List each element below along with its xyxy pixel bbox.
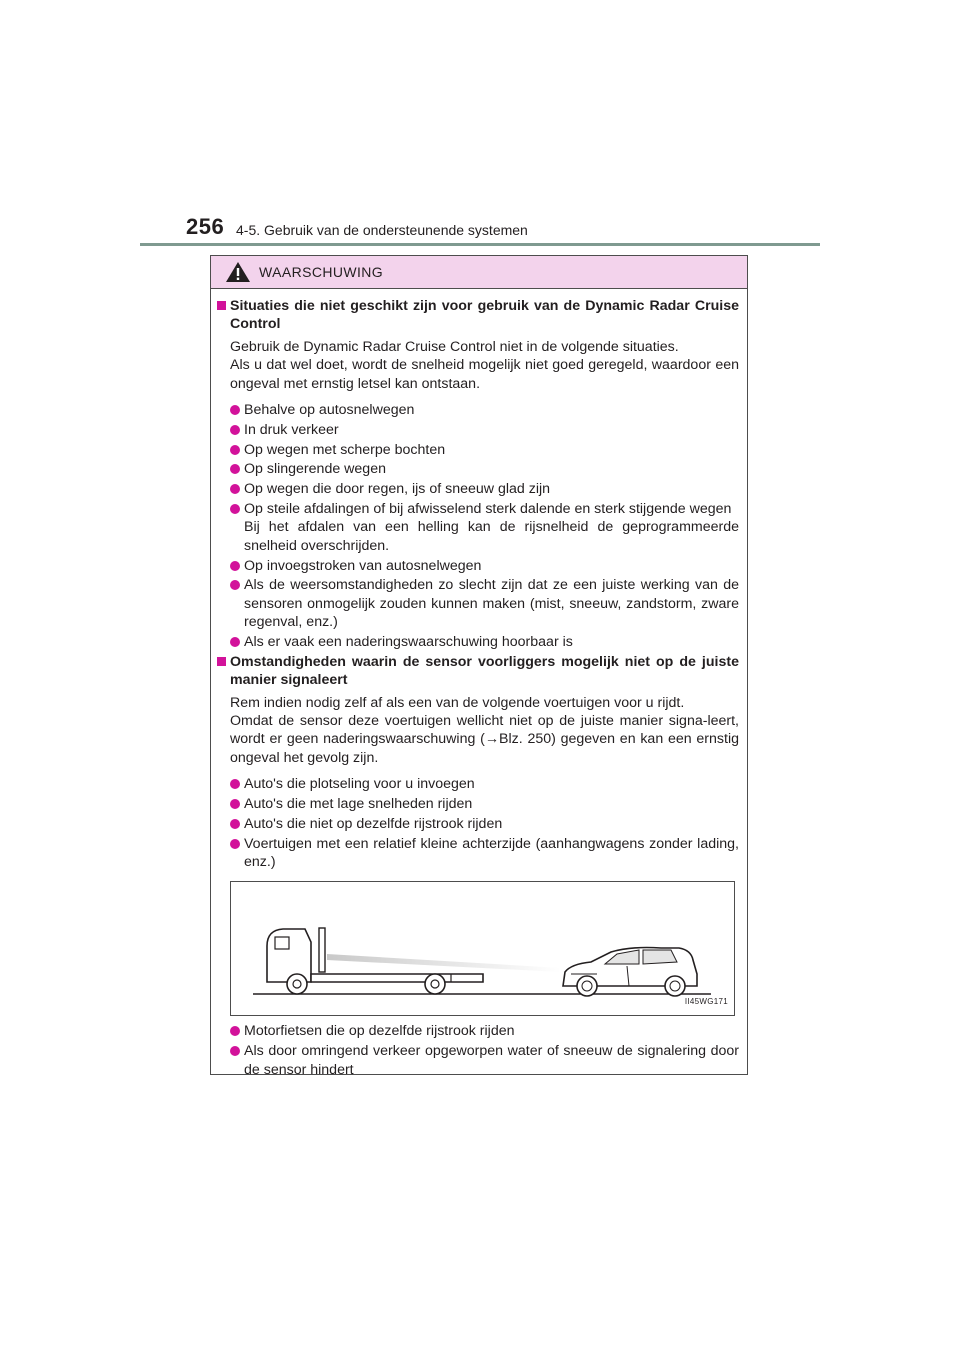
list-item: [230, 633, 739, 651]
bullet-list: [217, 1022, 739, 1079]
truck-pillar: [319, 928, 325, 972]
list-item: [230, 557, 739, 575]
truck-wheel-front: [287, 974, 307, 994]
truck-bed: [311, 974, 483, 982]
list-item-text: Op wegen die door regen, ijs of sneeuw glad zijn: [244, 481, 551, 498]
intro-line: Omdat de sensor deze voertuigen wellicht niet op de juiste manier signa-leert, wordt er geen naderingswaarschuwing (→Blz. 250) gegeven en kan een ernstig ongeval het gevolg zijn.: [230, 713, 739, 766]
section-title: 4-5. Gebruik van de ondersteunende systemen: [236, 222, 528, 238]
list-item: [230, 1042, 739, 1079]
square-bullet-icon: [217, 657, 226, 666]
list-item: [230, 835, 739, 872]
bullet-dot-icon: [230, 561, 240, 571]
warning-triangle-icon: [225, 261, 251, 283]
list-item-text: Voertuigen met een relatief kleine achterzijde (aanhangwagens zonder lading, enz.): [244, 835, 739, 871]
list-item-text: Auto's die plotseling voor u invoegen: [244, 776, 475, 793]
list-item-text: Op wegen met scherpe bochten: [244, 441, 446, 458]
figure-code: II45WG171: [684, 997, 728, 1007]
bullet-dot-icon: [230, 779, 240, 789]
list-item-note: Bij het afdalen van een helling kan de rijsnelheid de geprogrammeerde snelheid overschrijden.: [244, 519, 739, 554]
truck-wheel-rear: [425, 974, 445, 994]
section-heading: [217, 653, 739, 690]
illustration-svg: [231, 882, 734, 1015]
warning-header: [211, 256, 747, 289]
intro-line: Rem indien nodig zelf af als een van de volgende voertuigen voor u rijdt.: [230, 694, 685, 711]
bullet-dot-icon: [230, 445, 240, 455]
bullet-dot-icon: [230, 504, 240, 514]
bullet-list: [217, 401, 739, 651]
list-item-text: Op invoegstroken van autosnelwegen: [244, 557, 482, 574]
list-item-text: Op steile afdalingen of bij afwisselend sterk dalende en sterk stijgende wegen: [244, 501, 732, 518]
truck-and-car-illustration: [230, 881, 735, 1016]
list-item: [230, 460, 739, 478]
square-bullet-icon: [217, 301, 226, 310]
section-heading-text: Omstandigheden waarin de sensor voorliggers mogelijk niet op de juiste manier signaleert: [230, 653, 739, 689]
intro-line: Als u dat wel doet, wordt de snelheid mogelijk niet goed geregeld, waardoor een ongeval met ernstig letsel kan ontstaan.: [230, 357, 739, 392]
bullet-dot-icon: [230, 839, 240, 849]
bullet-dot-icon: [230, 425, 240, 435]
bullet-dot-icon: [230, 1026, 240, 1036]
list-item: [230, 401, 739, 419]
bullet-dot-icon: [230, 484, 240, 494]
bullet-dot-icon: [230, 819, 240, 829]
list-item: [230, 441, 739, 459]
warning-box: [210, 255, 748, 1078]
list-item: [230, 775, 739, 793]
list-item: [230, 1022, 739, 1040]
intro-line: Gebruik de Dynamic Radar Cruise Control niet in de volgende situaties.: [230, 338, 679, 355]
list-item-text: Auto's die met lage snelheden rijden: [244, 796, 473, 813]
list-item-text: Als er vaak een naderingswaarschuwing hoorbaar is: [244, 634, 573, 651]
list-item-text: Behalve op autosnelwegen: [244, 402, 415, 419]
bullet-dot-icon: [230, 405, 240, 415]
list-item-text: Als door omringend verkeer opgeworpen water of sneeuw de signalering door de sensor hindert: [244, 1043, 739, 1078]
list-item-text: Op slingerende wegen: [244, 461, 386, 478]
list-item: [230, 815, 739, 833]
list-item: [230, 500, 739, 555]
list-item: [230, 795, 739, 813]
bullet-dot-icon: [230, 1046, 240, 1056]
section-heading-text: Situaties die niet geschikt zijn voor gebruik van de Dynamic Radar Cruise Control: [230, 298, 739, 333]
intro-paragraph: [217, 338, 739, 393]
list-item-text: In druk verkeer: [244, 421, 339, 438]
bullet-dot-icon: [230, 637, 240, 647]
car-wheel-rear: [665, 976, 685, 996]
list-item-text: Als de weersomstandigheden zo slecht zijn dat ze een juiste werking van de sensoren onmogelijk zouden kunnen maken (mist, sneeuw, zandstorm, zware regenval, enz.): [244, 577, 739, 631]
header-rule: [140, 243, 820, 246]
list-item-text: Auto's die niet op dezelfde rijstrook rijden: [244, 815, 503, 832]
list-item: [230, 576, 739, 631]
bullet-dot-icon: [230, 580, 240, 590]
intro-paragraph: [217, 694, 739, 768]
list-item: [230, 421, 739, 439]
list-item-text: Motorfietsen die op dezelfde rijstrook rijden: [244, 1023, 515, 1040]
car-wheel-front: [577, 976, 597, 996]
bullet-dot-icon: [230, 799, 240, 809]
bullet-list: [217, 775, 739, 871]
page-number: 256: [186, 214, 225, 239]
section-heading: [217, 297, 739, 334]
list-item: [230, 480, 739, 498]
warning-body: [211, 289, 747, 1079]
bullet-dot-icon: [230, 464, 240, 474]
radar-beam: [327, 954, 561, 972]
warning-label: WAARSCHUWING: [259, 264, 384, 280]
